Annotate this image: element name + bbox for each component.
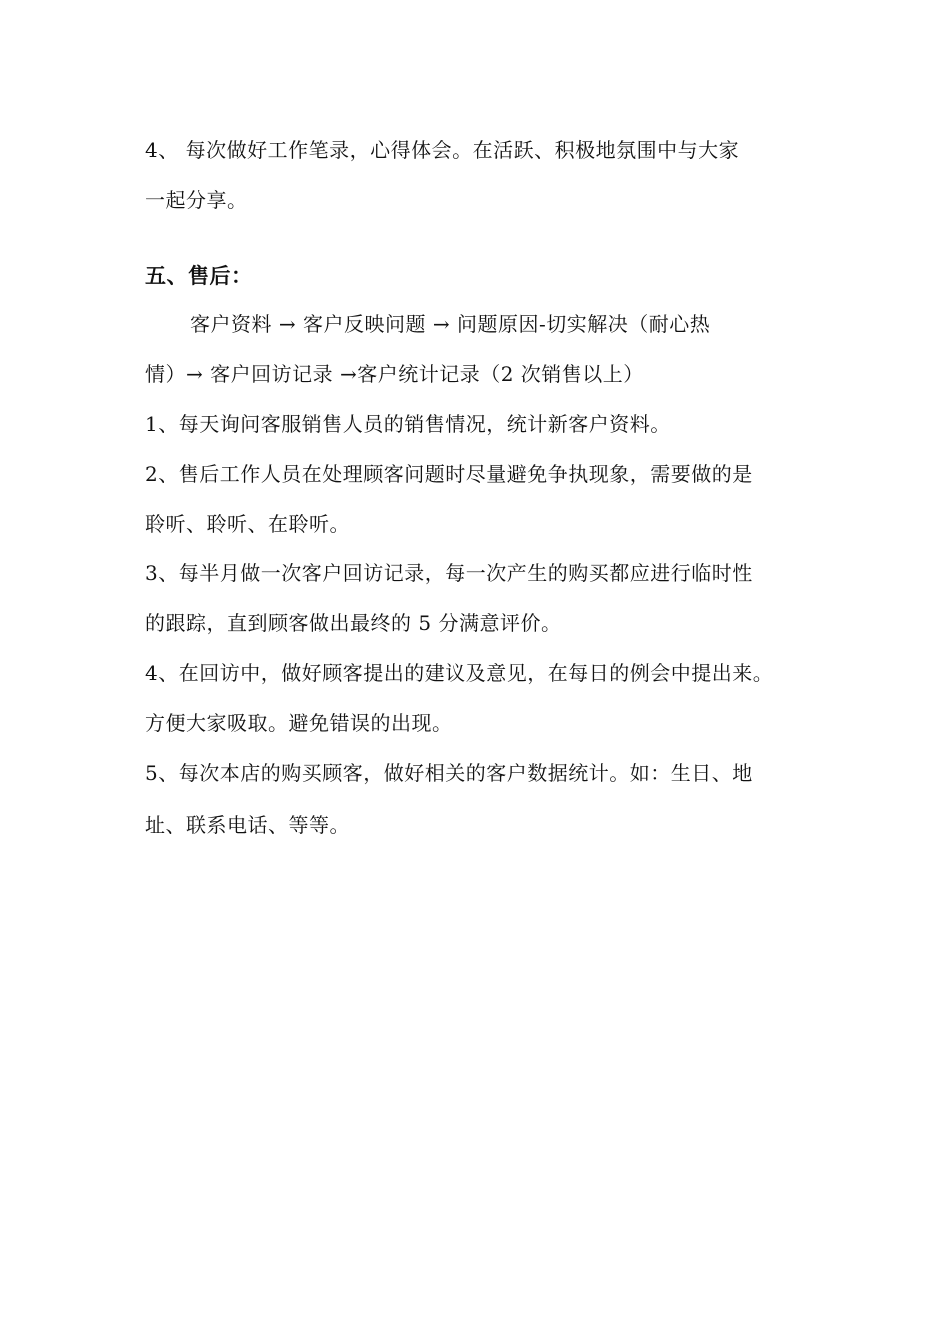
list-item-1-line-1: 1、每天询问客服销售人员的销售情况，统计新客户资料。 <box>145 412 671 436</box>
list-item-2-line-1: 2、售后工作人员在处理顾客问题时尽量避免争执现象，需要做的是 <box>145 462 753 486</box>
list-item-4-line-2: 方便大家吸取。避免错误的出现。 <box>145 711 453 735</box>
list-item-3-line-1: 3、每半月做一次客户回访记录，每一次产生的购买都应进行临时性 <box>145 561 753 585</box>
flow-line-2: 情）→ 客户回访记录 →客户统计记录（2 次销售以上） <box>145 362 644 386</box>
list-item-5-line-2: 址、联系电话、等等。 <box>145 813 350 837</box>
flow-line-1: 客户资料 → 客户反映问题 → 问题原因-切实解决（耐心热 <box>190 312 711 336</box>
section-title: 五、售后： <box>145 264 253 288</box>
list-item-4-line-1: 4、在回访中，做好顾客提出的建议及意见，在每日的例会中提出来。 <box>145 661 774 685</box>
list-item-2-line-2: 聆听、聆听、在聆听。 <box>145 512 350 536</box>
list-item-5-line-1: 5、每次本店的购买顾客，做好相关的客户数据统计。如：生日、地 <box>145 761 753 785</box>
paragraph-intro-line-2: 一起分享。 <box>145 188 248 212</box>
paragraph-intro-line-1: 4、 每次做好工作笔录，心得体会。在活跃、积极地氛围中与大家 <box>145 138 740 162</box>
list-item-3-line-2: 的跟踪，直到顾客做出最终的 5 分满意评价。 <box>145 611 562 635</box>
